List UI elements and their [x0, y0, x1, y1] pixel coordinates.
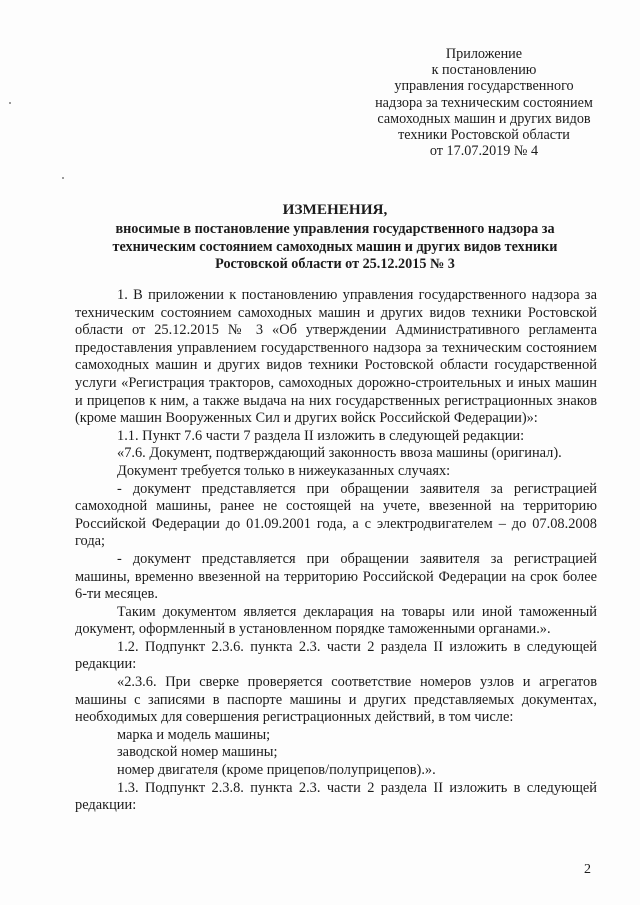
paragraph: «2.3.6. При сверке проверяется соответствие номеров узлов и агрегатов машины с записями в паспорте машины и других представляемых документах, необходимых для совершения регистрационных действий, в том числе: [75, 674, 597, 726]
document-title: ИЗМЕНЕНИЯ, [282, 201, 388, 218]
appendix-line: надзора за техническим состоянием [375, 94, 593, 111]
document-body [75, 287, 597, 815]
paragraph: Таким документом является декларация на товары или иной таможенный документ, оформленный в установленном порядке таможенными органами.». [75, 603, 597, 638]
subtitle-line: Ростовской области от 25.12.2015 № 3 [215, 256, 455, 272]
subtitle-line: вносимые в постановление управления государственного надзора за [115, 221, 555, 237]
paragraph: 1.1. Пункт 7.6 части 7 раздела II изложить в следующей редакции: [117, 427, 525, 444]
appendix-line: Приложение [445, 46, 523, 62]
paragraph: Документ требуется только в нижеуказанных случаях: [117, 462, 451, 479]
paragraph: 1. В приложении к постановлению управления государственного надзора за техническим состоянием самоходных машин и других видов техники Ростовской области от 25.12.2015 № 3 «Об утверждении Административного регламента предоставления управлением государственного надзора за техническим состоянием самоходных машин и других видов техники Ростовской области государственной услуги «Регистрация тракторов, самоходных дорожно-строительных и иных машин и прицепов к ним, а также выдача на них государственных регистрационных знаков (кроме машин Вооруженных Сил и других войск Российской Федерации)»: [75, 287, 597, 427]
appendix-block [330, 46, 638, 159]
scan-speck [9, 102, 11, 104]
paragraph: - документ представляется при обращении заявителя за регистрацией самоходной машины, ранее не состоящей на учете, ввезенной на территорию Российской Федерации до 01.09.2001 года, а с электродвигателем – до 07.08.2008 года; [75, 480, 597, 550]
paragraph: 1.2. Подпункт 2.3.6. пункта 2.3. части 2 раздела II изложить в следующей редакции: [75, 638, 597, 673]
paragraph: марка и модель машины; [117, 726, 271, 743]
appendix-line: самоходных машин и других видов [377, 110, 591, 127]
scan-speck [62, 177, 64, 179]
paragraph: «7.6. Документ, подтверждающий законность ввоза машины (оригинал). [117, 445, 562, 462]
appendix-line: к постановлению [431, 62, 537, 79]
paragraph: заводской номер машины; [117, 744, 278, 761]
document-subtitle [70, 221, 600, 274]
paragraph: 1.3. Подпункт 2.3.8. пункта 2.3. части 2 раздела II изложить в следующей редакции: [75, 779, 597, 814]
paragraph: номер двигателя (кроме прицепов/полуприцепов).». [117, 762, 436, 779]
appendix-line: техники Ростовской области [398, 127, 570, 144]
paragraph: - документ представляется при обращении заявителя за регистрацией машины, временно ввезенной на территорию Российской Федерации на срок более 6-ти месяцев. [75, 550, 597, 603]
page-number: 2 [584, 862, 591, 877]
appendix-line: управления государственного [394, 78, 574, 95]
appendix-line: от 17.07.2019 № 4 [429, 143, 539, 160]
subtitle-line: техническим состоянием самоходных машин и других видов техники [112, 238, 558, 255]
